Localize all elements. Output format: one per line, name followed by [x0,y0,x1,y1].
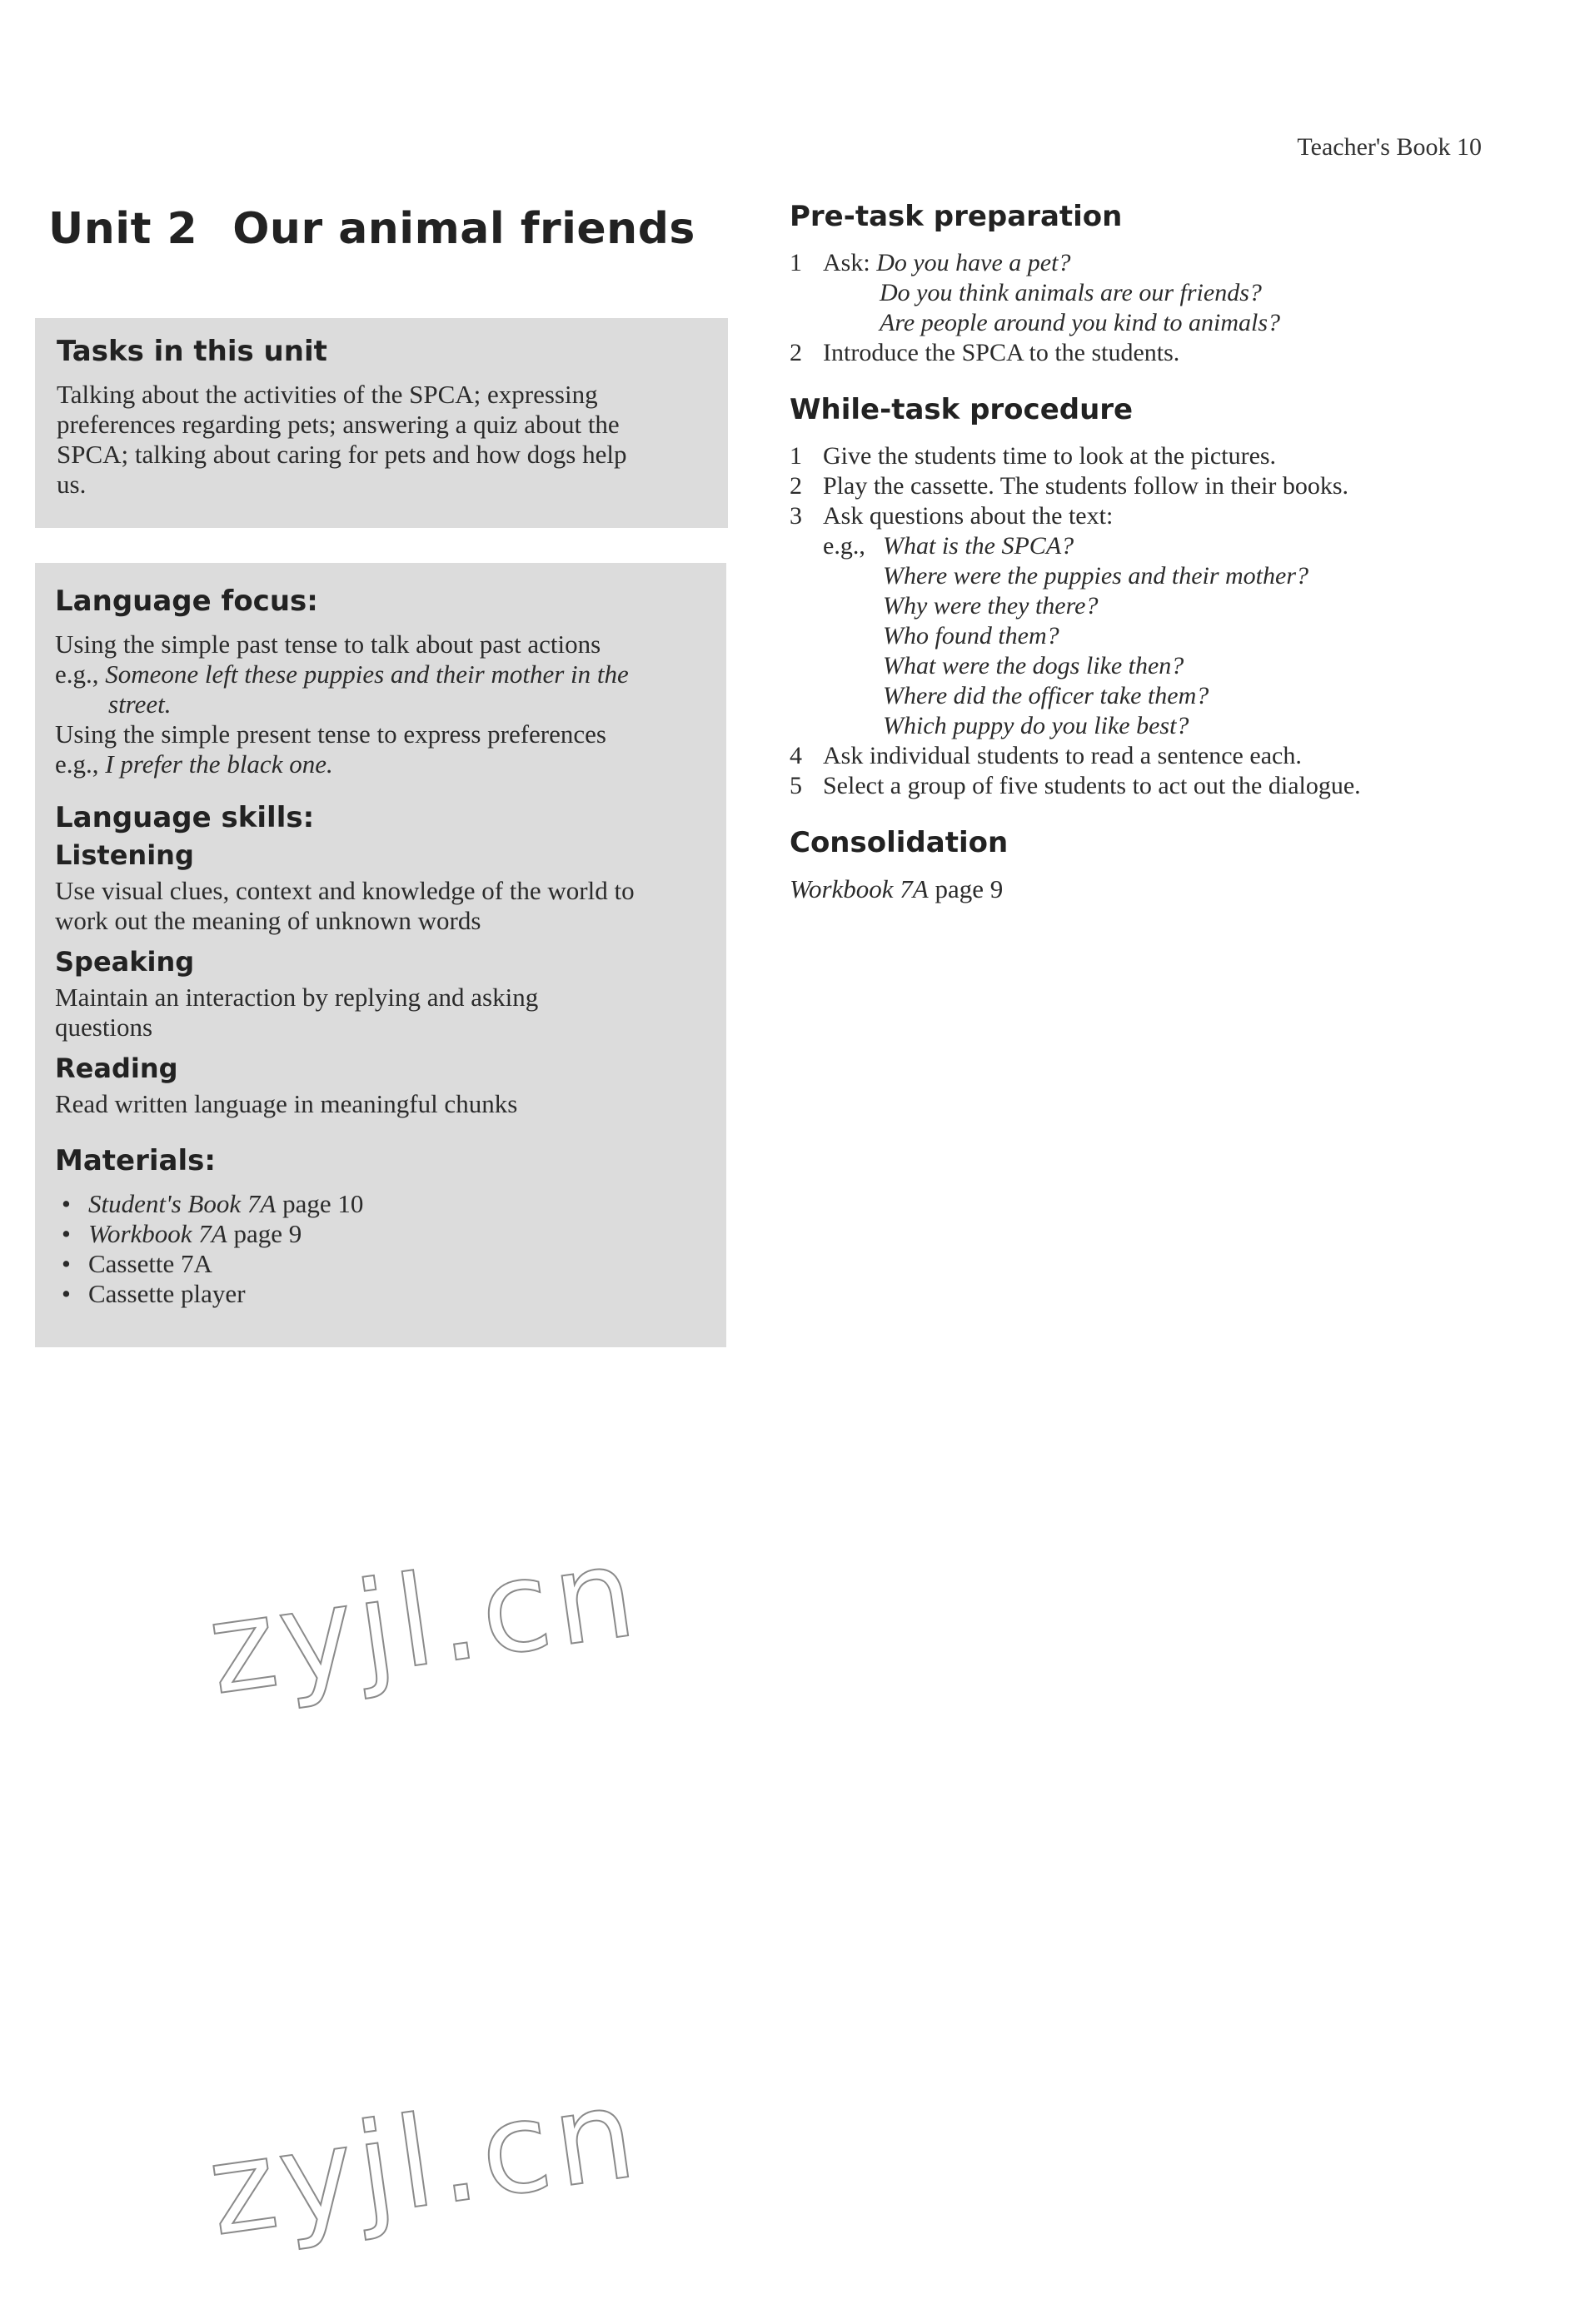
eg-prefix: e.g., [55,749,99,779]
unit-name: Our animal friends [232,204,695,254]
question-line: Do you think animals are our friends? [880,279,1262,306]
list-item: • Student's Book 7A page 10 [55,1189,706,1219]
example-text: Someone left these puppies and their mother in the [105,659,629,689]
eg-prefix: e.g., [55,659,99,689]
question-line: What is the SPCA? [883,532,1074,560]
bullet-icon: • [62,1249,71,1278]
list-item: 4 Ask individual students to read a sentence each. [790,742,1302,769]
tasks-heading: Tasks in this unit [57,335,327,368]
while-task-list [790,441,1506,531]
speaking-line: questions [55,1013,153,1042]
unit-number: Unit 2 [48,204,198,254]
pre-task-list [790,248,1506,278]
list-item: 3 Ask questions about the text: [790,502,1114,530]
question-line: Who found them? [883,622,1059,649]
tasks-box [35,318,728,528]
speaking-heading: Speaking [55,946,195,978]
focus-line: Using the simple past tense to talk about past actions [55,630,601,659]
eg-prefix: e.g., [823,532,865,560]
materials-heading: Materials: [55,1144,216,1177]
list-item: • Cassette 7A [55,1249,706,1279]
list-item: 5 Select a group of five students to act out the dialogue. [790,772,1361,799]
tasks-line: Talking about the activities of the SPCA; expressing [57,380,598,409]
while-task-list-cont [790,741,1506,801]
focus-example [55,659,706,689]
language-skills-heading: Language skills: [55,801,315,834]
reading-heading: Reading [55,1053,178,1084]
question-line: Why were they there? [883,592,1099,620]
question-line: Where were the puppies and their mother? [883,562,1309,590]
bullet-icon: • [62,1279,71,1308]
list-item: 2 Play the cassette. The students follow in their books. [790,472,1349,500]
consolidation-line: Workbook 7A page 9 [790,874,1004,903]
focus-example [55,749,706,779]
question-block [790,531,1506,741]
listening-heading: Listening [55,839,194,871]
question-line: Where did the officer take them? [883,682,1209,709]
pre-task-heading: Pre-task preparation [790,200,1123,233]
consolidation-heading: Consolidation [790,826,1009,859]
reading-line: Read written language in meaningful chunks [55,1089,518,1118]
listening-line: Use visual clues, context and knowledge of the world to [55,876,635,905]
example-continuation: street. [108,689,172,719]
listening-line: work out the meaning of unknown words [55,906,481,935]
language-focus-heading: Language focus: [55,585,318,618]
while-task-heading: While-task procedure [790,393,1134,426]
tasks-line: SPCA; talking about caring for pets and how dogs help [57,440,627,469]
list-item: • Workbook 7A page 9 [55,1219,706,1249]
list-item: 2 Introduce the SPCA to the students. [790,339,1180,366]
focus-line: Using the simple present tense to express preferences [55,719,606,749]
list-item: 1 Give the students time to look at the pictures. [790,442,1277,470]
list-item: • Cassette player [55,1279,706,1309]
bullet-icon: • [62,1189,71,1218]
right-column [790,200,1506,904]
list-item: 1 Ask: Do you have a pet? [790,249,1071,276]
tasks-line: us. [57,470,87,499]
language-focus-box [35,563,726,1347]
materials-list [55,1189,706,1309]
question-line: What were the dogs like then? [883,652,1184,679]
example-text: I prefer the black one. [105,749,333,779]
tasks-line: preferences regarding pets; answering a quiz about the [57,410,620,439]
unit-title [48,204,695,254]
page-number-label: Teacher's Book 10 [1297,133,1482,161]
pre-task-list-cont [790,338,1506,368]
speaking-line: Maintain an interaction by replying and asking [55,983,539,1012]
bullet-icon: • [62,1219,71,1248]
watermark-logo: zyjl.cn [200,2060,648,2265]
question-line: Which puppy do you like best? [883,712,1189,739]
question-line: Are people around you kind to animals? [880,309,1281,336]
watermark-logo: zyjl.cn [200,1519,648,1724]
